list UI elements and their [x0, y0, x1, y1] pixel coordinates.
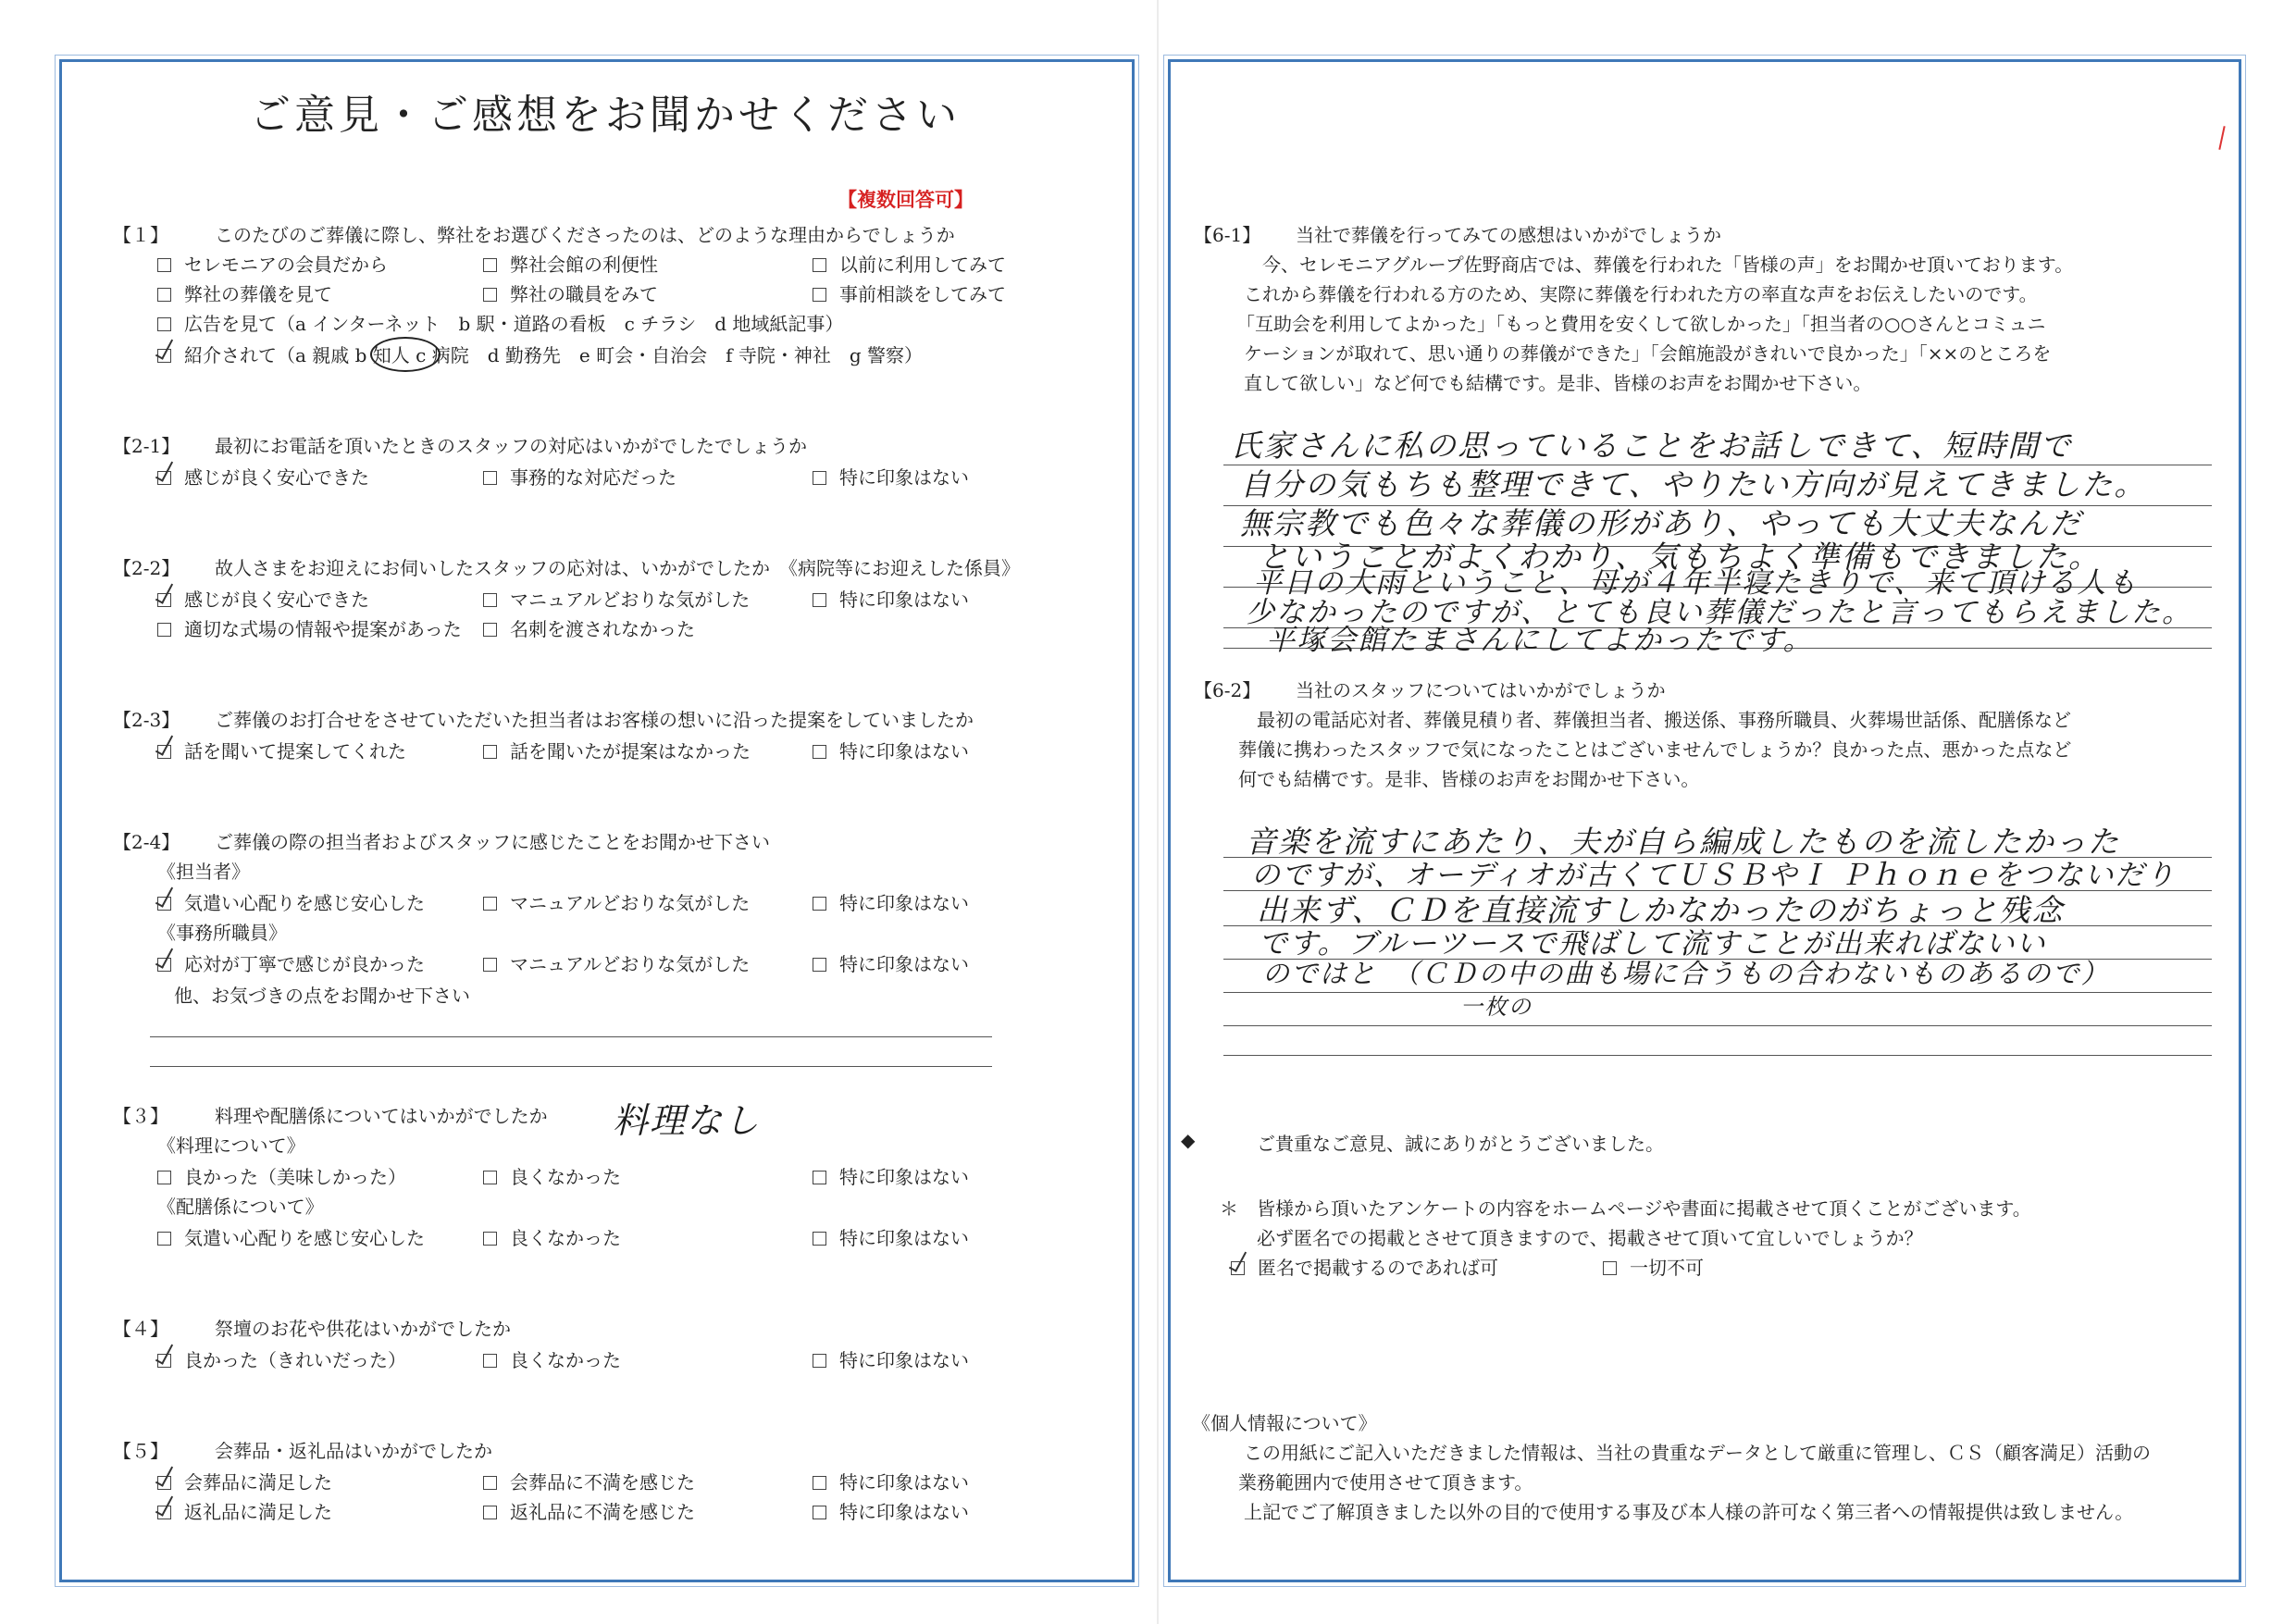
checkbox-checked[interactable]: [157, 471, 171, 485]
question-1: [113, 220, 955, 247]
checkbox[interactable]: [1603, 1261, 1617, 1275]
checkbox[interactable]: [483, 1171, 497, 1184]
checkbox[interactable]: [483, 593, 497, 607]
handwritten-answer-line: 平日の大雨ということ、母が４年半寝たきりで、来て頂ける人も: [1253, 566, 2139, 600]
checkbox-checked[interactable]: [157, 1476, 171, 1490]
checkbox-referral[interactable]: 紹介されて（a 親戚 b 知人 c 病院 d 勤務先 e 町会・自治会 f 寺院・神社 g 警察）: [157, 341, 923, 367]
privacy-line: 業務範囲内で使用させて頂きます。: [1238, 1471, 1533, 1494]
checkbox-q24-office-no-impression[interactable]: 特に印象はない: [813, 949, 969, 976]
comment-line: [150, 1036, 992, 1037]
checkbox[interactable]: [483, 745, 497, 759]
checkbox-q22-venue-info[interactable]: 適切な式場の情報や提案があった: [157, 614, 462, 641]
checkbox-checked[interactable]: [157, 745, 171, 759]
checkbox[interactable]: [483, 288, 497, 302]
handwritten-answer-line: のではと （ＣＤの中の曲も場に合うもの合わないものあるので）: [1262, 958, 2110, 989]
checkbox-q5-gift-no-impression[interactable]: 特に印象はない: [813, 1468, 969, 1494]
intro-line: 「互助会を利用してよかった」「もっと費用を安くして欲しかった」「担当者の○○さんとコミュニ: [1236, 313, 2046, 335]
thanks-bullet: ◆: [1181, 1129, 1196, 1151]
publish-star: ＊: [1220, 1197, 1238, 1220]
checkbox-q24-staff-no-impression[interactable]: 特に印象はない: [813, 888, 969, 915]
checkbox[interactable]: [483, 471, 497, 485]
checkbox-q3-server-care[interactable]: 気遣い心配りを感じ安心した: [157, 1223, 425, 1250]
checkbox-q24-staff-manual[interactable]: マニュアルどおりな気がした: [483, 888, 750, 915]
comment-line: [150, 1066, 992, 1067]
checkbox-q3-server-no-impression[interactable]: 特に印象はない: [813, 1223, 969, 1250]
checkbox-checked[interactable]: [1231, 1261, 1245, 1275]
checkbox[interactable]: [813, 593, 826, 607]
handwritten-answer-line: 無宗教でも色々な葬儀の形があり、やっても大丈夫なんだ: [1240, 505, 2082, 541]
handwritten-answer-line: 平塚会館たまさんにしてよかったです。: [1266, 624, 1814, 657]
checkbox-q22-no-impression[interactable]: 特に印象はない: [813, 585, 969, 612]
checkbox[interactable]: [813, 288, 826, 302]
checkbox-q22-manual[interactable]: マニュアルどおりな気がした: [483, 585, 750, 612]
intro-line: これから葬儀を行われる方のため、実際に葬儀を行われた方の率直な声をお伝えしたいのです。: [1244, 283, 2038, 305]
checkbox-q3-meal-bad[interactable]: 良くなかった: [483, 1162, 621, 1189]
checkbox-q23-no-proposal[interactable]: 話を聞いたが提案はなかった: [483, 737, 751, 763]
question-3: 【３】 料理や配膳係についてはいかがでしたか: [113, 1105, 548, 1127]
checkbox-checked[interactable]: [157, 958, 171, 972]
checkbox-checked[interactable]: [157, 1506, 171, 1519]
answer-line: [1223, 1055, 2212, 1056]
checkbox[interactable]: [157, 258, 171, 272]
checkbox[interactable]: [483, 1506, 497, 1519]
checkbox[interactable]: [813, 897, 826, 911]
checkbox-q5-gift-satisfied[interactable]: 会葬品に満足した: [157, 1468, 332, 1494]
checkbox-q3-server-bad[interactable]: 良くなかった: [483, 1223, 621, 1250]
circled-acquaintance: b 知人: [354, 344, 410, 366]
checkbox-q24-office-manual[interactable]: マニュアルどおりな気がした: [483, 949, 750, 976]
handwritten-answer-line: 自分の気もちも整理できて、やりたい方向が見えてきました。: [1240, 466, 2147, 502]
checkbox[interactable]: [157, 623, 171, 637]
page-title: ご意見・ご感想をお聞かせください: [250, 92, 961, 139]
checkbox[interactable]: [813, 1171, 826, 1184]
checkbox[interactable]: [813, 471, 826, 485]
checkbox-q4-bad[interactable]: 良くなかった: [483, 1345, 621, 1372]
question-2-2: 【2-2】 故人さまをお迎えにお伺いしたスタッフの応対は、いかがでしたか 《病院等にお迎えした係員》: [113, 557, 1020, 579]
checkbox-q5-return-satisfied[interactable]: 返礼品に満足した: [157, 1497, 332, 1524]
handwritten-answer-line: 氏家さんに私の思っていることをお話しできて、短時間で: [1231, 428, 2073, 464]
hand-drawn-circle: [370, 337, 441, 372]
checkbox[interactable]: [157, 1171, 171, 1184]
checkbox-saw-staff[interactable]: 弊社の職員をみて: [483, 279, 658, 306]
question-2-1: 【2-1】 最初にお電話を頂いたときのスタッフの対応はいかがでしたでしょうか: [113, 435, 807, 457]
checkbox-advertisement[interactable]: 広告を見て（a インターネット b 駅・道路の看板 c チラシ d 地域紙記事）: [157, 309, 843, 336]
publish-line-1: 皆様から頂いたアンケートの内容をホームページや書面に掲載させて頂くことがございます。: [1257, 1197, 2031, 1220]
checkbox-q24-staff-care[interactable]: 気遣い心配りを感じ安心した: [157, 888, 425, 915]
answer-line: [1223, 992, 2212, 993]
checkbox-q23-proposed[interactable]: 話を聞いて提案してくれた: [157, 737, 406, 763]
question-2-3: 【2-3】 ご葬儀のお打合せをさせていただいた担当者はお客様の想いに沿った提案をしていましたか: [113, 709, 974, 731]
checkbox-checked[interactable]: [157, 897, 171, 911]
subheading-staff: 《担当者》: [157, 861, 250, 883]
checkbox-q4-good[interactable]: 良かった（きれいだった）: [157, 1345, 406, 1372]
question-text: このたびのご葬儀に際し、弊社をお選びくださったのは、どのような理由からでしょうか: [215, 224, 955, 246]
subheading-server: 《配膳係について》: [157, 1196, 324, 1218]
thanks-message: ご貴重なご意見、誠にありがとうございました。: [1257, 1133, 1664, 1155]
intro-line: 葬儀に携わったスタッフで気になったことはございませんでしょうか？良かった点、悪かった点など: [1238, 738, 2072, 761]
handwritten-answer-line: 出来ず、ＣＤを直接流すしかなかったのがちょっと残念: [1257, 892, 2065, 928]
page-fold: [1157, 0, 1159, 1624]
checkbox-anonymous-ok[interactable]: 匿名で掲載するのであれば可: [1231, 1253, 1498, 1280]
handwritten-answer-line: のですが、オーディオが古くてＵＳＢやＩ Ｐｈｏｎｅをつないだり: [1251, 859, 2177, 892]
intro-line: 最初の電話応対者、葬儀見積り者、葬儀担当者、搬送係、事務所職員、火葬場世話係、配膳係など: [1257, 709, 2071, 731]
question-6-2: 【6-2】 当社のスタッフについてはいかがでしょうか: [1194, 679, 1666, 701]
checkbox-q5-return-dissatisfied[interactable]: 返礼品に不満を感じた: [483, 1497, 695, 1524]
checkbox[interactable]: [483, 958, 497, 972]
handwritten-answer-line: 少なかったのですが、とても良い葬儀だったと言ってもらえました。: [1246, 596, 2192, 629]
intro-line: ケーションが取れて、思い通りの葬儀ができた」「会館施設がきれいで良かった」「××のところを: [1244, 342, 2052, 365]
question-6-1: 【6-1】 当社で葬儀を行ってみての感想はいかがでしょうか: [1194, 224, 1721, 246]
checkbox[interactable]: [483, 897, 497, 911]
handwritten-answer-line: 音楽を流すにあたり、夫が自ら編成したものを流したかった: [1246, 824, 2120, 860]
question-5: 【５】 会葬品・返礼品はいかがでしたか: [113, 1440, 492, 1462]
checkbox-q3-meal-no-impression[interactable]: 特に印象はない: [813, 1162, 969, 1189]
checkbox[interactable]: [157, 288, 171, 302]
checkbox-checked[interactable]: [157, 349, 171, 363]
checkbox-q22-no-card[interactable]: 名刺を渡されなかった: [483, 614, 695, 641]
checkbox[interactable]: [483, 1232, 497, 1246]
multiple-answer-note: 【複数回答可】: [838, 188, 974, 211]
checkbox-consultation[interactable]: 事前相談をしてみて: [813, 279, 1006, 306]
checkbox[interactable]: [813, 1232, 826, 1246]
checkbox-q24-office-polite[interactable]: 応対が丁寧で感じが良かった: [157, 949, 425, 976]
checkbox[interactable]: [157, 1232, 171, 1246]
question-4: 【４】 祭壇のお花や供花はいかがでしたか: [113, 1318, 511, 1340]
handwritten-answer-line: です。ブルーツースで飛ばして流すことが出来ればないい: [1259, 927, 2047, 961]
checkbox-checked[interactable]: [157, 1354, 171, 1368]
checkbox-q22-good[interactable]: 感じが良く安心できた: [157, 585, 369, 612]
checkbox[interactable]: [813, 958, 826, 972]
intro-line: 何でも結構です。是非、皆様のお声をお聞かせ下さい。: [1238, 768, 1700, 790]
checkbox-q4-no-impression[interactable]: 特に印象はない: [813, 1345, 969, 1372]
handwritten-insert: 一枚の: [1460, 994, 1533, 1020]
subheading-meal: 《料理について》: [157, 1134, 305, 1157]
other-comments-label: 他、お気づきの点をお聞かせ下さい: [174, 985, 470, 1007]
checkbox[interactable]: [813, 745, 826, 759]
question-number: 【１】: [113, 224, 168, 246]
checkbox-q21-good[interactable]: 感じが良く安心できた: [157, 463, 369, 490]
checkbox[interactable]: [813, 1354, 826, 1368]
checkbox-q5-return-no-impression[interactable]: 特に印象はない: [813, 1497, 969, 1524]
intro-line: 今、セレモニアグループ佐野商店では、葬儀を行われた「皆様の声」をお聞かせ頂いております。: [1262, 254, 2074, 276]
checkbox[interactable]: [813, 258, 826, 272]
handwritten-no-meal: 料理なし: [613, 1100, 762, 1141]
checkbox-checked[interactable]: [157, 593, 171, 607]
checkbox[interactable]: [157, 317, 171, 331]
checkbox-used-before[interactable]: 以前に利用してみて: [813, 250, 1006, 277]
checkbox-q3-meal-good[interactable]: 良かった（美味しかった）: [157, 1162, 406, 1189]
checkbox-q21-no-impression[interactable]: 特に印象はない: [813, 463, 969, 490]
question-2-4: 【2-4】 ご葬儀の際の担当者およびスタッフに感じたことをお聞かせ下さい: [113, 831, 770, 853]
publish-line-2: 必ず匿名での掲載とさせて頂きますので、掲載させて頂いて宜しいでしょうか？: [1257, 1227, 1923, 1249]
intro-line: 直して欲しい」など何でも結構です。是非、皆様のお声をお聞かせ下さい。: [1244, 372, 1872, 394]
checkbox[interactable]: [483, 1476, 497, 1490]
checkbox[interactable]: [483, 258, 497, 272]
handwritten-answer-line: ということがよくわかり、気もちよく準備もできました。: [1259, 539, 2101, 575]
answer-line: [1223, 1025, 2212, 1026]
subheading-office: 《事務所職員》: [157, 922, 287, 944]
checkbox[interactable]: [483, 1354, 497, 1368]
checkbox[interactable]: [813, 1506, 826, 1519]
checkbox-not-allowed[interactable]: 一切不可: [1603, 1253, 1704, 1280]
checkbox[interactable]: [813, 1476, 826, 1490]
checkbox-member[interactable]: セレモニアの会員だから: [157, 250, 388, 277]
privacy-line: この用紙にご記入いただきました情報は、当社の貴重なデータとして厳重に管理し、ＣＳ（顧客満足）活動の: [1244, 1442, 2151, 1464]
checkbox-hall-convenience[interactable]: 弊社会館の利便性: [483, 250, 658, 277]
checkbox-saw-funeral[interactable]: 弊社の葬儀を見て: [157, 279, 332, 306]
checkbox-q21-businesslike[interactable]: 事務的な対応だった: [483, 463, 676, 490]
privacy-title: 《個人情報について》: [1192, 1412, 1377, 1434]
checkbox[interactable]: [483, 623, 497, 637]
checkbox-q23-no-impression[interactable]: 特に印象はない: [813, 737, 969, 763]
privacy-line: 上記でご了解頂きました以外の目的で使用する事及び本人様の許可なく第三者への情報提供は致しません。: [1244, 1501, 2134, 1523]
checkbox-q5-gift-dissatisfied[interactable]: 会葬品に不満を感じた: [483, 1468, 695, 1494]
